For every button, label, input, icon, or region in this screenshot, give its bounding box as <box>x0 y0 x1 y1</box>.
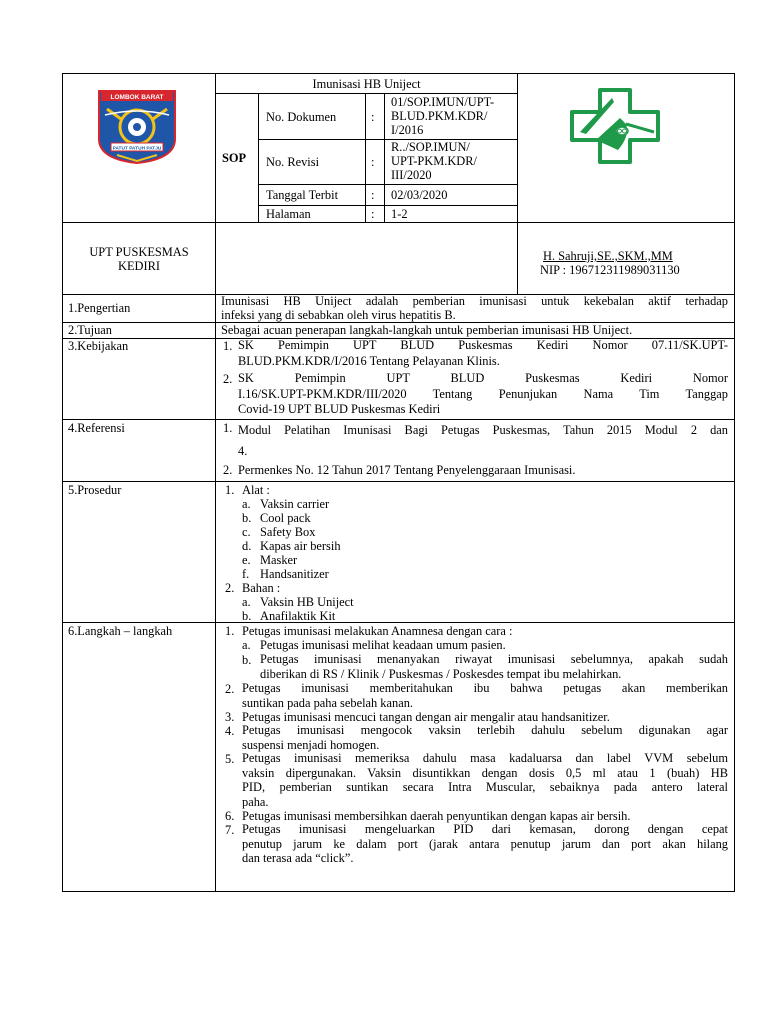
field-colon: : <box>371 155 375 169</box>
section-label-kebijakan: 3.Kebijakan <box>68 339 129 353</box>
field-label-tanggal-terbit: Tanggal Terbit <box>266 188 339 202</box>
section-label-langkah: 6.Langkah – langkah <box>68 624 173 638</box>
section-text-tujuan: Sebagai acuan penerapan langkah-langkah untuk pemberian imunisasi HB Uniject. <box>221 323 633 337</box>
field-colon: : <box>371 110 375 124</box>
document-title: Imunisasi HB Uniject <box>312 77 421 91</box>
field-label-no-dokumen: No. Dokumen <box>266 110 337 124</box>
signer-name: H. Sahruji,SE.,SKM.,MM <box>543 249 673 263</box>
org-name-line: KEDIRI <box>118 259 160 273</box>
field-colon: : <box>371 207 375 221</box>
logo-top-text: LOMBOK BARAT <box>110 94 164 101</box>
field-value-tanggal-terbit: 02/03/2020 <box>391 188 448 202</box>
field-label-halaman: Halaman <box>266 207 311 221</box>
logo-bottom-text: PATUT PATUH PATJU <box>112 146 162 152</box>
puskesmas-cross-logo <box>568 88 662 164</box>
section-label-pengertian: 1.Pengertian <box>68 301 131 315</box>
section-label-referensi: 4.Referensi <box>68 421 125 435</box>
lombok-barat-logo <box>97 89 177 165</box>
field-value-halaman: 1-2 <box>391 207 408 221</box>
section-text-pengertian: Imunisasi HB Uniject adalah pemberian imunisasi untuk kekebalan aktif terhadap infeksi yang di sebabkan oleh virus hepatitis B. <box>221 294 728 322</box>
org-name-line: UPT PUSKESMAS <box>89 245 189 259</box>
sop-label: SOP <box>222 151 247 165</box>
signer-nip: NIP : 196712311989031130 <box>540 263 680 277</box>
field-colon: : <box>371 188 375 202</box>
field-label-no-revisi: No. Revisi <box>266 155 320 169</box>
section-label-prosedur: 5.Prosedur <box>68 483 122 497</box>
section-label-tujuan: 2.Tujuan <box>68 323 112 337</box>
